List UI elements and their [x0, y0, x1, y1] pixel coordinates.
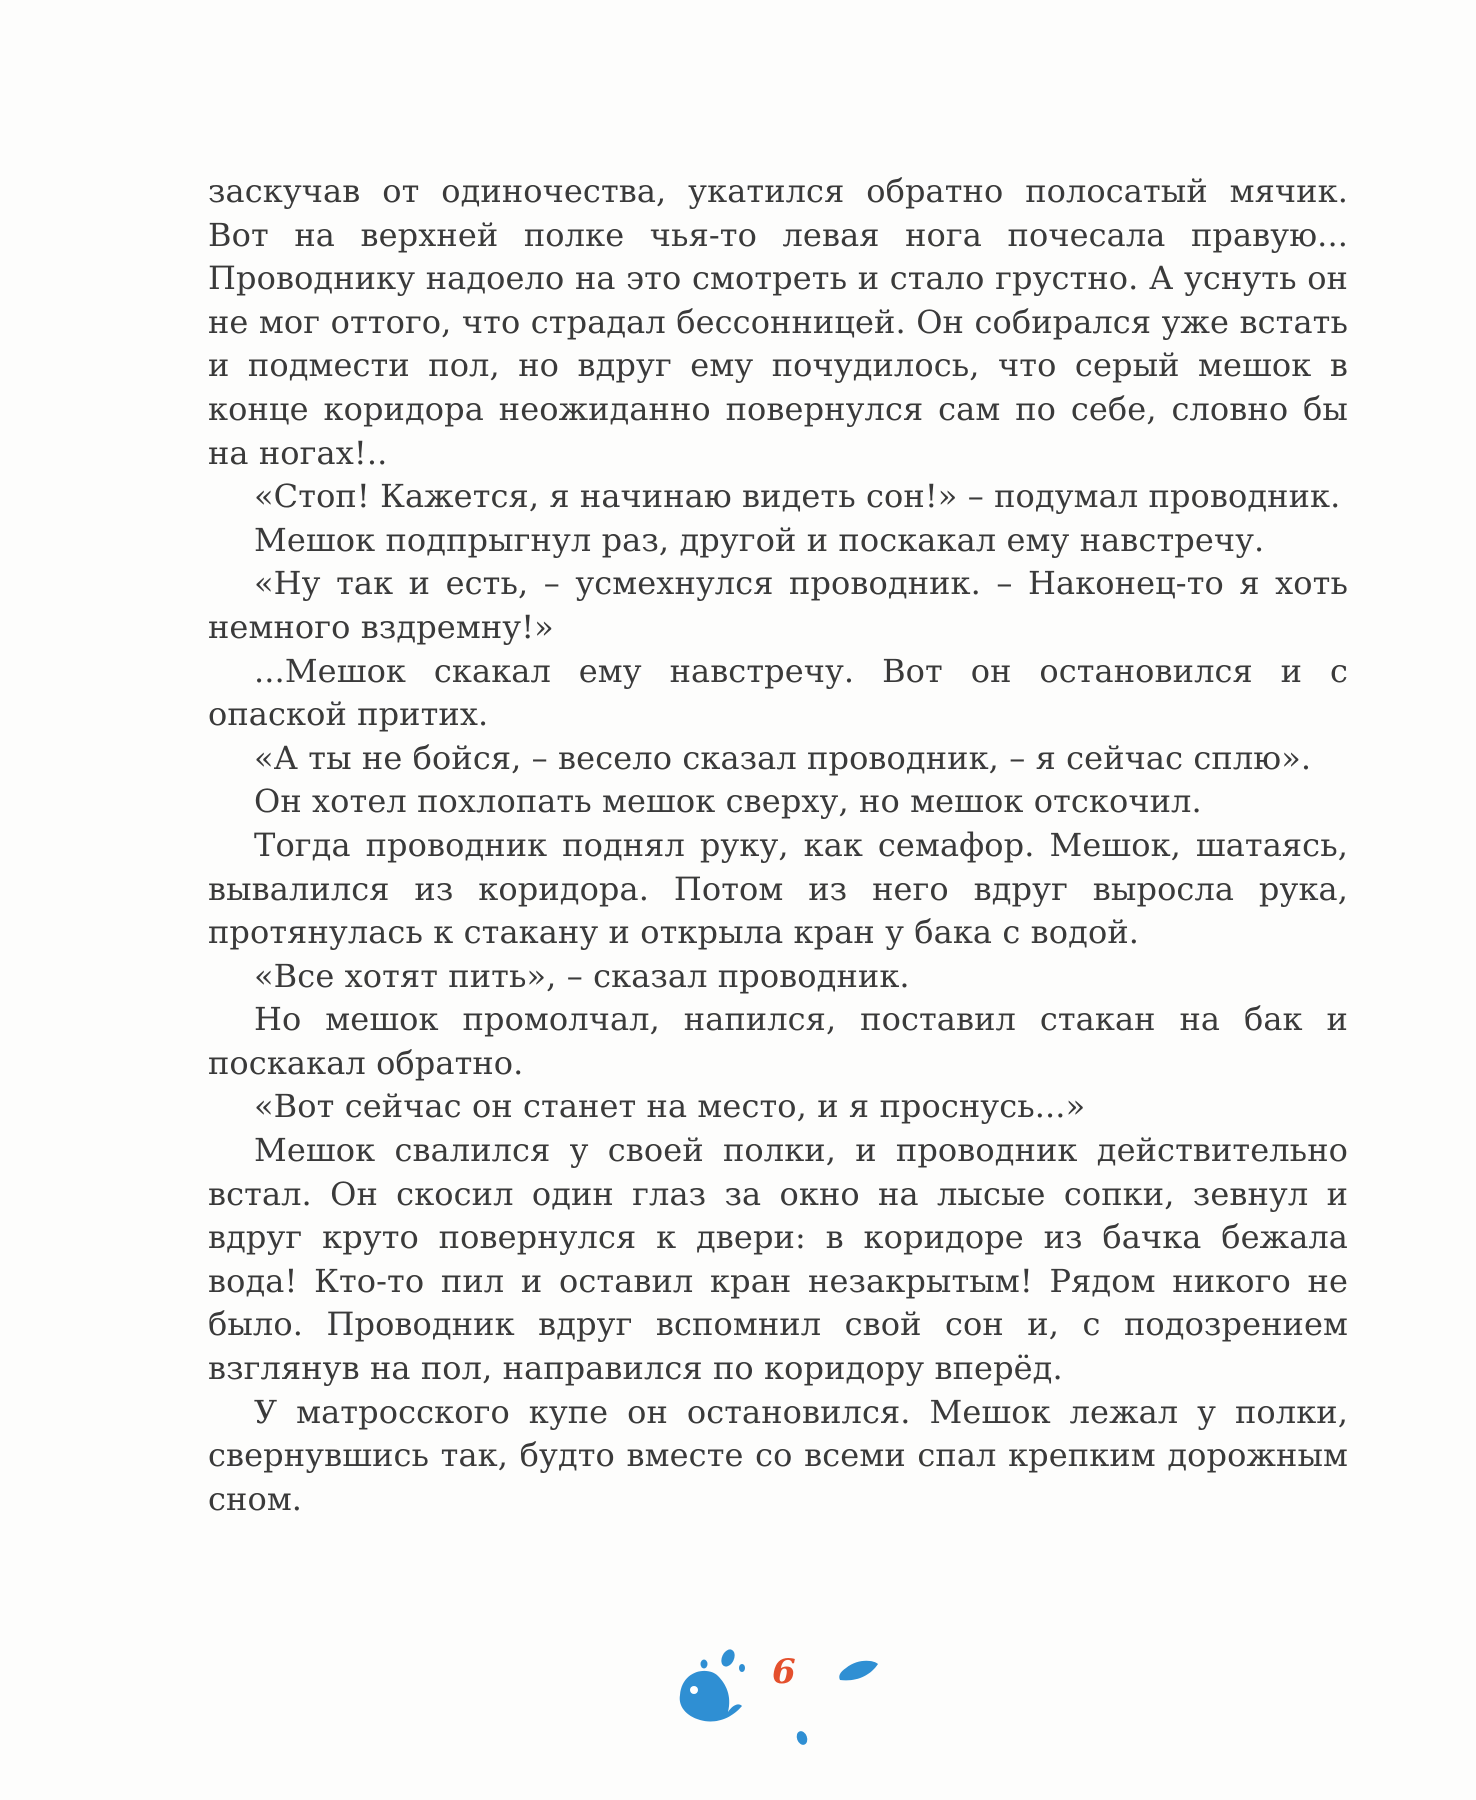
paragraph-7: Он хотел похлопать мешок сверху, но мешок отскочил. [254, 782, 1202, 821]
paragraph-4: «Ну так и есть, – усмехнулся проводник. – Наконец-то я хоть немного вздремну!» [208, 564, 1348, 646]
paragraph-5: ...Мешок скакал ему навстречу. Вот он остановился и с опаской притих. [208, 651, 1348, 734]
paragraph-10: Но мешок промолчал, напился, поставил стакан на бак и поскакал обратно. [208, 1000, 1348, 1082]
paragraph-8: Тогда проводник поднял руку, как семафор. Мешок, шатаясь, вывалился из коридора. Потом из него вдруг выросла рука, протянулась к стакану и открыла кран у бака с водой. [208, 825, 1348, 952]
page-number: 6 [772, 1652, 796, 1692]
paragraph-2: «Стоп! Кажется, я начинаю видеть сон!» – подумал проводник. [254, 477, 1341, 516]
page-footer [670, 1640, 890, 1750]
paragraph-12: Мешок свалился у своей полки, и проводник действительно встал. Он скосил один глаз за окно на лысые сопки, зевнул и вдруг круто повернулся к двери: в коридоре из бачка бежала вода! Кто-то пил и оставил кран незакрытым! Рядом никого не было. Проводник вдруг вспомнил свой сон и, с подозрением взглянув на пол, направился по коридору вперёд. [208, 1131, 1348, 1388]
paragraph-6: «А ты не бойся, – весело сказал проводник, – я сейчас сплю». [254, 738, 1312, 777]
paragraph-3: Мешок подпрыгнул раз, другой и поскакал ему навстречу. [254, 520, 1265, 559]
paragraph-13: У матросского купе он остановился. Мешок лежал у полки, свернувшись так, будто вместе со всеми спал крепким дорожным сном. [208, 1392, 1348, 1518]
paragraph-1: заскучав от одиночества, укатился обратно полосатый мячик. Вот на верхней полке чья-то левая нога почесала правую... Проводнику надоело на это смотреть и стало грустно. А уснуть он не мог оттого, что страдал бессонницей. Он собирался уже встать и подмести пол, но вдруг ему почудилось, что серый мешок в конце коридора неожиданно повернулся сам по себе, словно бы на ногах!.. [208, 172, 1348, 472]
paragraph-9: «Все хотят пить», – сказал проводник. [254, 956, 910, 995]
paragraph-11: «Вот сейчас он станет на место, и я проснусь...» [254, 1087, 1086, 1126]
body-text [208, 170, 1348, 1521]
